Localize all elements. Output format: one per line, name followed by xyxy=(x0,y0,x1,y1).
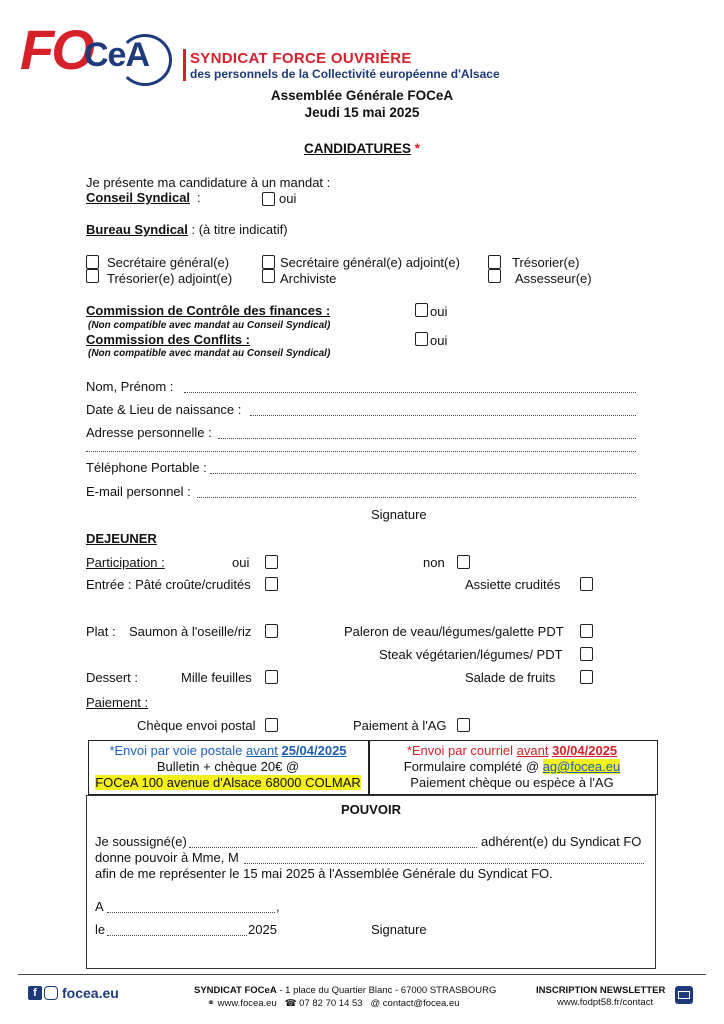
pouvoir-soussigne-label: Je soussigné(e) xyxy=(95,834,187,849)
adresse-field-line2[interactable] xyxy=(86,451,636,452)
plat-paleron-checkbox[interactable] xyxy=(580,624,593,638)
pouvoir-date-field[interactable] xyxy=(107,935,247,936)
envoi-courriel-line2: Formulaire complété @ ag@focea.eu xyxy=(403,759,621,774)
tresorier-adjoint-checkbox[interactable] xyxy=(86,269,99,283)
plat-steak-label: Steak végétarien/légumes/ PDT xyxy=(379,647,563,662)
participation-non-label: non xyxy=(423,555,445,570)
telephone-field[interactable] xyxy=(210,473,636,474)
footer-social-handle[interactable]: focea.eu xyxy=(62,985,119,1001)
footer-address: SYNDICAT FOCeA - 1 place du Quartier Blanc - 67000 STRASBOURG xyxy=(194,985,497,996)
conseil-oui-label: oui xyxy=(279,191,297,206)
phone-icon: ☎ xyxy=(284,998,297,1009)
participation-label: Participation : xyxy=(86,555,165,570)
plat-paleron-label: Paleron de veau/légumes/galette PDT xyxy=(344,624,564,639)
secretaire-adjoint-label: Secrétaire général(e) adjoint(e) xyxy=(280,255,460,270)
secretaire-label: Secrétaire général(e) xyxy=(107,255,230,270)
commission-controle-oui: oui xyxy=(430,304,448,319)
pouvoir-donne-label: donne pouvoir à Mme, M xyxy=(95,850,239,865)
email-label: E-mail personnel : xyxy=(86,484,191,499)
dessert-salade-checkbox[interactable] xyxy=(580,670,593,684)
mandat-intro: Je présente ma candidature à un mandat : xyxy=(86,175,331,190)
document-title: Assemblée Générale FOCeA xyxy=(270,88,454,103)
envoi-postal-line1: *Envoi par voie postale avant 25/04/2025 xyxy=(109,743,347,758)
envoi-courriel-line1: *Envoi par courriel avant 30/04/2025 xyxy=(406,743,618,758)
candidatures-heading: CANDIDATURES * xyxy=(303,141,421,156)
footer-divider xyxy=(18,974,706,975)
footer-phone[interactable]: 07 82 70 14 53 xyxy=(299,998,363,1009)
entree-crudites-label: Assiette crudités xyxy=(465,577,561,592)
commission-conflits-label: Commission des Conflits : xyxy=(86,332,250,347)
pouvoir-year: 2025 xyxy=(248,922,277,937)
tresorier-checkbox[interactable] xyxy=(488,255,501,269)
commission-controle-checkbox[interactable] xyxy=(415,303,428,317)
envoi-email-link[interactable]: ag@focea.eu xyxy=(542,759,621,774)
pouvoir-lieu-field[interactable] xyxy=(107,912,275,913)
bureau-syndical-line: Bureau Syndical : (à titre indicatif) xyxy=(86,222,288,237)
pouvoir-title: POUVOIR xyxy=(341,802,401,817)
newsletter-label: INSCRIPTION NEWSLETTER xyxy=(536,985,666,996)
pouvoir-box xyxy=(86,795,656,969)
naissance-label: Date & Lieu de naissance : xyxy=(86,402,242,417)
commission-conflits-checkbox[interactable] xyxy=(415,332,428,346)
commission-conflits-note: (Non compatible avec mandat au Conseil Syndical) xyxy=(88,348,331,359)
pouvoir-afin-label: afin de me représenter le 15 mai 2025 à l'Assemblée Générale du Syndicat FO. xyxy=(95,866,553,881)
dessert-mille-checkbox[interactable] xyxy=(265,670,278,684)
at-icon: @ xyxy=(370,998,381,1009)
participation-non-checkbox[interactable] xyxy=(457,555,470,569)
archiviste-checkbox[interactable] xyxy=(262,269,275,283)
conseil-oui-checkbox[interactable] xyxy=(262,192,275,206)
logo-fo: FO xyxy=(20,18,92,81)
plat-steak-checkbox[interactable] xyxy=(580,647,593,661)
email-field[interactable] xyxy=(197,497,636,498)
instagram-icon[interactable] xyxy=(44,986,58,1000)
plat-saumon-label: Saumon à l'oseille/riz xyxy=(129,624,252,639)
plat-saumon-checkbox[interactable] xyxy=(265,624,278,638)
archiviste-label: Archiviste xyxy=(280,271,337,286)
org-name: SYNDICAT FORCE OUVRIÈRE xyxy=(190,50,412,67)
envoi-postal-line3: FOCeA 100 avenue d'Alsace 68000 COLMAR xyxy=(95,775,361,790)
pouvoir-lieu-label: A xyxy=(95,899,104,914)
commission-controle-note: (Non compatible avec mandat au Conseil Syndical) xyxy=(88,320,331,331)
mail-icon[interactable] xyxy=(675,986,693,1004)
org-subtitle: des personnels de la Collectivité européenne d'Alsace xyxy=(190,67,500,81)
candidature-signature: Signature xyxy=(371,507,427,522)
dessert-salade-label: Salade de fruits xyxy=(465,670,556,685)
pouvoir-lieu-comma: , xyxy=(276,899,280,914)
plat-label: Plat : xyxy=(86,624,116,639)
globe-icon: ⚭ xyxy=(207,998,215,1009)
envoi-courriel-line3: Paiement chèque ou espèce à l'AG xyxy=(410,775,614,790)
secretaire-checkbox[interactable] xyxy=(86,255,99,269)
entree-crudites-checkbox[interactable] xyxy=(580,577,593,591)
footer-web[interactable]: www.focea.eu xyxy=(217,998,277,1009)
entree-label: Entrée : Pâté croûte/crudités xyxy=(86,577,251,592)
conseil-syndical-label: Conseil Syndical xyxy=(86,190,191,205)
participation-oui-label: oui xyxy=(232,555,250,570)
paiement-ag-checkbox[interactable] xyxy=(457,718,470,732)
adresse-label: Adresse personnelle : xyxy=(86,425,212,440)
pouvoir-adherent-label: adhérent(e) du Syndicat FO xyxy=(481,834,642,849)
adresse-field[interactable] xyxy=(218,438,636,439)
dessert-mille-label: Mille feuilles xyxy=(181,670,252,685)
assesseur-checkbox[interactable] xyxy=(488,269,501,283)
tresorier-label: Trésorier(e) xyxy=(512,255,580,270)
paiement-ag-label: Paiement à l'AG xyxy=(353,718,447,733)
cheque-postal-label: Chèque envoi postal xyxy=(137,718,256,733)
nom-label: Nom, Prénom : xyxy=(86,379,174,394)
footer-contacts xyxy=(207,998,460,1009)
nom-field[interactable] xyxy=(184,392,636,393)
assesseur-label: Assesseur(e) xyxy=(515,271,592,286)
pouvoir-soussigne-field[interactable] xyxy=(189,847,477,848)
newsletter-url[interactable]: www.fodpt58.fr/contact xyxy=(557,997,654,1008)
telephone-label: Téléphone Portable : xyxy=(86,460,207,475)
dejeuner-heading: DEJEUNER xyxy=(86,531,157,546)
tresorier-adjoint-label: Trésorier(e) adjoint(e) xyxy=(107,271,233,286)
secretaire-adjoint-checkbox[interactable] xyxy=(262,255,275,269)
cheque-postal-checkbox[interactable] xyxy=(265,718,278,732)
footer-mail[interactable]: contact@focea.eu xyxy=(382,998,460,1009)
logo-cea: CeA xyxy=(84,36,150,74)
pouvoir-mandataire-field[interactable] xyxy=(244,863,644,864)
commission-controle-label: Commission de Contrôle des finances : xyxy=(86,303,331,318)
pouvoir-date-label: le xyxy=(95,922,106,937)
facebook-icon[interactable]: f xyxy=(28,986,42,1000)
entree-pate-checkbox[interactable] xyxy=(265,577,278,591)
header-divider xyxy=(183,49,186,81)
envoi-postal-line2: Bulletin + chèque 20€ @ xyxy=(156,759,300,774)
dessert-label: Dessert : xyxy=(86,670,139,685)
naissance-field[interactable] xyxy=(250,415,636,416)
pouvoir-signature: Signature xyxy=(371,922,427,937)
participation-oui-checkbox[interactable] xyxy=(265,555,278,569)
document-date: Jeudi 15 mai 2025 xyxy=(304,105,420,120)
paiement-label: Paiement : xyxy=(86,695,149,710)
conseil-syndical-colon: : xyxy=(197,190,201,205)
commission-conflits-oui: oui xyxy=(430,333,448,348)
